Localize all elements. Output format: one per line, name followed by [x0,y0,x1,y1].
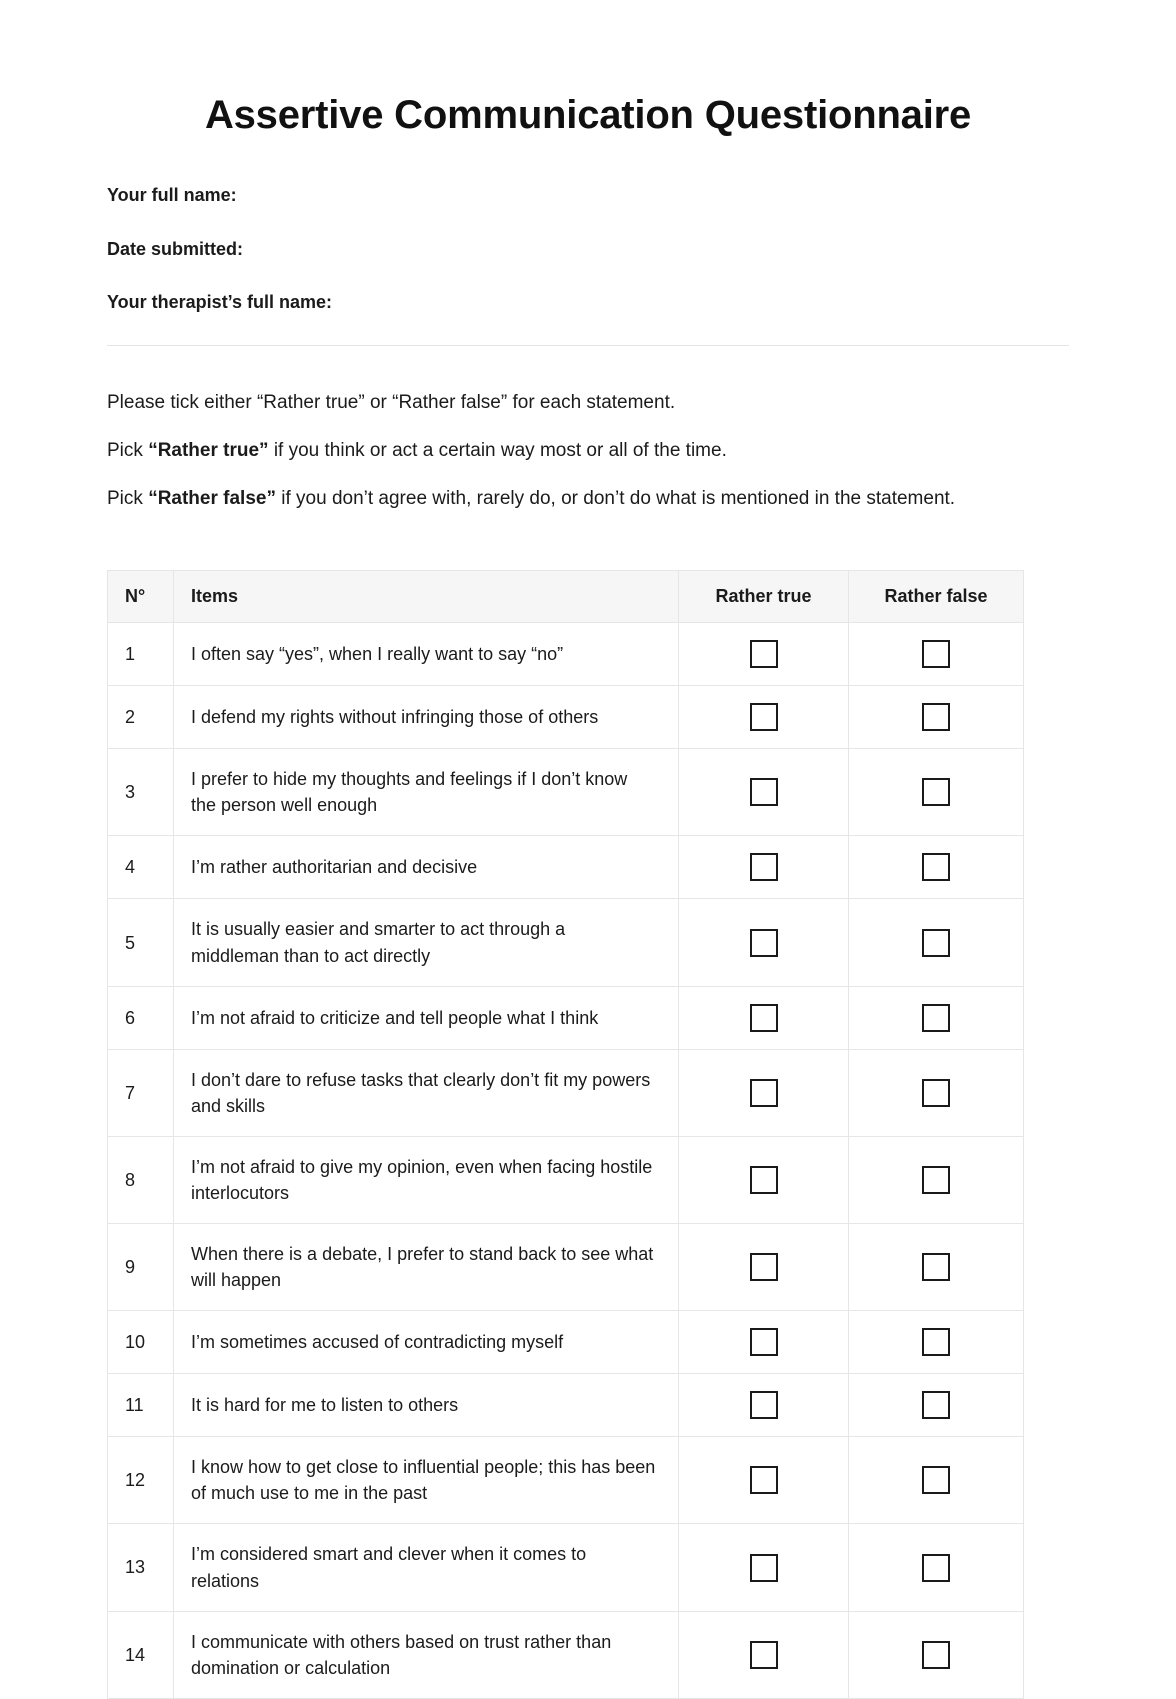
rather-false-cell[interactable] [849,899,1024,986]
table-row [108,1437,1024,1524]
row-number: 9 [108,1224,174,1311]
rather-true-cell[interactable] [679,899,849,986]
instructions-block [107,390,1069,513]
rather-false-cell[interactable] [849,1611,1024,1698]
table-row [108,1224,1024,1311]
row-number: 12 [108,1437,174,1524]
checkbox-rather-false[interactable] [922,1554,950,1582]
rather-false-cell[interactable] [849,1224,1024,1311]
checkbox-rather-true[interactable] [750,1328,778,1356]
table-row [108,1049,1024,1136]
table-row [108,899,1024,986]
row-item-text: I often say “yes”, when I really want to say “no” [174,623,679,686]
checkbox-rather-true[interactable] [750,640,778,668]
row-item-text: I defend my rights without infringing those of others [174,686,679,749]
row-number: 11 [108,1374,174,1437]
column-header-number: N° [108,570,174,623]
rather-false-cell[interactable] [849,1136,1024,1223]
rather-false-cell[interactable] [849,1311,1024,1374]
meta-fields-block [107,185,1069,314]
instruction-text: Pick [107,487,149,509]
row-item-text: I know how to get close to influential people; this has been of much use to me in the past [174,1437,679,1524]
checkbox-rather-true[interactable] [750,1641,778,1669]
checkbox-rather-false[interactable] [922,1004,950,1032]
row-number: 3 [108,749,174,836]
table-row [108,986,1024,1049]
table-row [108,623,1024,686]
rather-false-cell[interactable] [849,1437,1024,1524]
instruction-text: if you think or act a certain way most or all of the time. [268,439,727,461]
rather-false-cell[interactable] [849,623,1024,686]
rather-true-cell[interactable] [679,749,849,836]
checkbox-rather-true[interactable] [750,1253,778,1281]
row-item-text: I prefer to hide my thoughts and feelings if I don’t know the person well enough [174,749,679,836]
rather-true-cell[interactable] [679,1224,849,1311]
row-number: 6 [108,986,174,1049]
table-row [108,1611,1024,1698]
row-item-text: I communicate with others based on trust rather than domination or calculation [174,1611,679,1698]
checkbox-rather-true[interactable] [750,1079,778,1107]
column-header-rather-true: Rather true [679,570,849,623]
meta-field-therapist-name: Your therapist’s full name: [107,292,333,313]
rather-true-cell[interactable] [679,1374,849,1437]
rather-true-cell[interactable] [679,623,849,686]
checkbox-rather-true[interactable] [750,1391,778,1419]
checkbox-rather-true[interactable] [750,703,778,731]
table-row [108,836,1024,899]
rather-true-cell[interactable] [679,836,849,899]
instruction-text: if you don’t agree with, rarely do, or don’t do what is mentioned in the statement. [275,487,956,509]
row-number: 13 [108,1524,174,1611]
table-row [108,1136,1024,1223]
instruction-emphasis: “Rather true” [148,439,269,461]
rather-false-cell[interactable] [849,1524,1024,1611]
row-number: 4 [108,836,174,899]
questionnaire-table-container [107,570,1069,1699]
instruction-text: Pick [107,439,149,461]
questionnaire-table [107,570,1024,1699]
checkbox-rather-false[interactable] [922,929,950,957]
table-row [108,1311,1024,1374]
checkbox-rather-false[interactable] [922,1253,950,1281]
instruction-emphasis: “Rather false” [148,487,276,509]
section-divider [107,345,1069,346]
meta-field-full-name: Your full name: [107,185,237,205]
rather-true-cell[interactable] [679,1136,849,1223]
row-number: 8 [108,1136,174,1223]
checkbox-rather-true[interactable] [750,853,778,881]
table-row [108,1374,1024,1437]
rather-false-cell[interactable] [849,686,1024,749]
checkbox-rather-false[interactable] [922,640,950,668]
column-header-rather-false: Rather false [849,570,1024,623]
rather-true-cell[interactable] [679,1524,849,1611]
page-title: Assertive Communication Questionnaire [204,93,972,137]
rather-false-cell[interactable] [849,1049,1024,1136]
table-row [108,1524,1024,1611]
checkbox-rather-true[interactable] [750,929,778,957]
rather-false-cell[interactable] [849,1374,1024,1437]
instruction-line-3 [107,486,1069,513]
checkbox-rather-false[interactable] [922,1079,950,1107]
row-number: 5 [108,899,174,986]
table-row [108,686,1024,749]
row-item-text: I’m sometimes accused of contradicting myself [174,1311,679,1374]
table-body [108,623,1024,1699]
checkbox-rather-false[interactable] [922,1328,950,1356]
table-head [108,570,1024,623]
rather-false-cell[interactable] [849,986,1024,1049]
checkbox-rather-true[interactable] [750,1004,778,1032]
checkbox-rather-false[interactable] [922,1391,950,1419]
rather-false-cell[interactable] [849,836,1024,899]
checkbox-rather-false[interactable] [922,853,950,881]
row-item-text: It is usually easier and smarter to act through a middleman than to act directly [174,899,679,986]
checkbox-rather-true[interactable] [750,1166,778,1194]
row-number: 2 [108,686,174,749]
row-item-text: It is hard for me to listen to others [174,1374,679,1437]
rather-true-cell[interactable] [679,1049,849,1136]
rather-true-cell[interactable] [679,1311,849,1374]
checkbox-rather-true[interactable] [750,778,778,806]
row-item-text: I’m considered smart and clever when it comes to relations [174,1524,679,1611]
rather-true-cell[interactable] [679,1611,849,1698]
checkbox-rather-false[interactable] [922,778,950,806]
checkbox-rather-false[interactable] [922,1466,950,1494]
checkbox-rather-false[interactable] [922,703,950,731]
row-number: 1 [108,623,174,686]
table-header-row [108,570,1024,623]
instruction-line-2 [107,438,1069,465]
table-row [108,749,1024,836]
meta-field-date-submitted: Date submitted: [107,238,244,259]
instruction-line-1 [107,390,1069,417]
rather-false-cell[interactable] [849,749,1024,836]
checkbox-rather-false[interactable] [922,1166,950,1194]
row-item-text: I don’t dare to refuse tasks that clearly don’t fit my powers and skills [174,1049,679,1136]
row-item-text: When there is a debate, I prefer to stand back to see what will happen [174,1224,679,1311]
row-item-text: I’m not afraid to give my opinion, even when facing hostile interlocutors [174,1136,679,1223]
instruction-text: Please tick either “Rather true” or “Rather false” for each statement. [107,391,676,413]
row-item-text: I’m not afraid to criticize and tell people what I think [174,986,679,1049]
row-number: 14 [108,1611,174,1698]
rather-true-cell[interactable] [679,986,849,1049]
row-number: 10 [108,1311,174,1374]
rather-true-cell[interactable] [679,1437,849,1524]
checkbox-rather-true[interactable] [750,1466,778,1494]
column-header-items: Items [174,570,679,623]
row-number: 7 [108,1049,174,1136]
rather-true-cell[interactable] [679,686,849,749]
checkbox-rather-false[interactable] [922,1641,950,1669]
checkbox-rather-true[interactable] [750,1554,778,1582]
row-item-text: I’m rather authoritarian and decisive [174,836,679,899]
